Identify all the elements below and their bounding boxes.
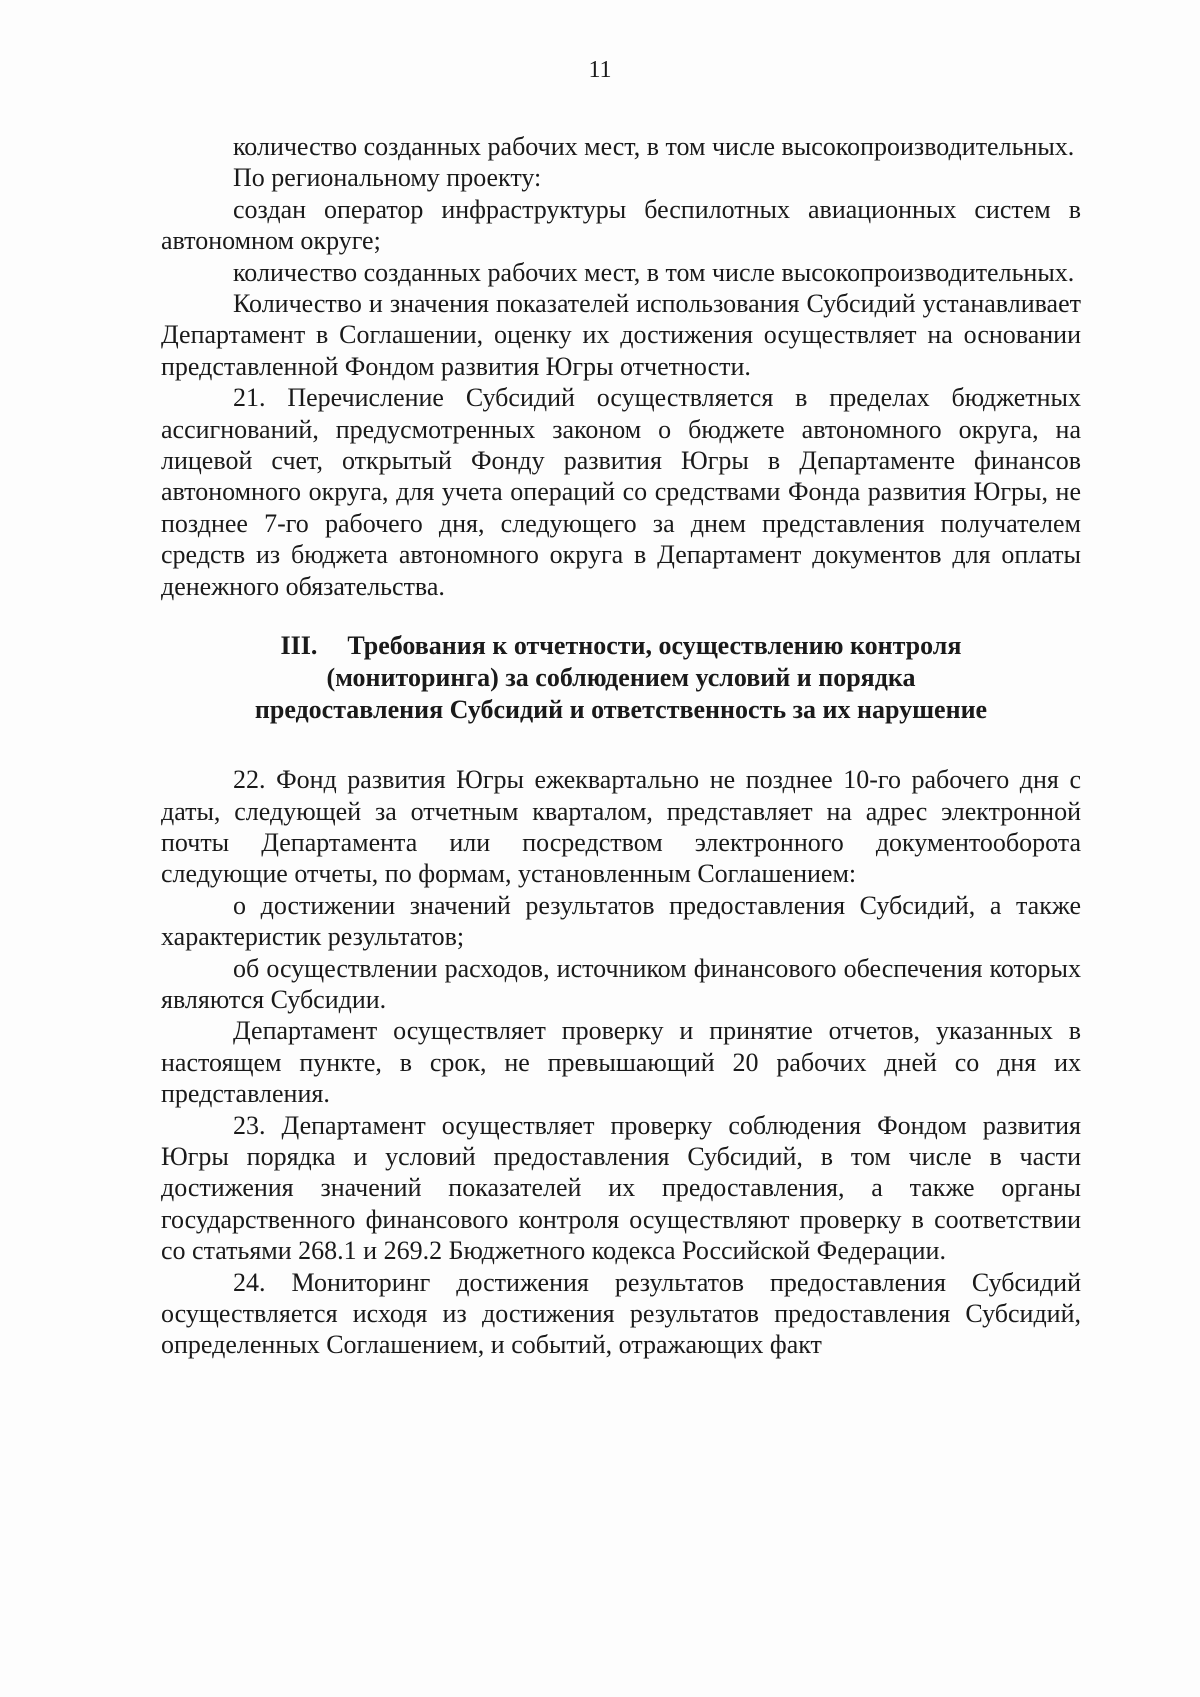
paragraph: Департамент осуществляет проверку и принятие отчетов, указанных в настоящем пункте, в срок, не превышающий 20 рабочих дней со дня их представления.: [161, 1016, 1081, 1109]
section-heading-line-3: предоставления Субсидий и ответственность за их нарушение: [254, 695, 988, 725]
paragraph-23: 23. Департамент осуществляет проверку соблюдения Фондом развития Югры порядка и условий предоставления Субсидий, в том числе в части достижения значений показателей их предоставления, а также органы государственного финансового контроля осуществляют проверку в соответствии со статьями 268.1 и 269.2 Бюджетного кодекса Российской Федерации.: [161, 1110, 1081, 1266]
paragraph: По региональному проекту:: [233, 163, 542, 193]
paragraph-24: 24. Мониторинг достижения результатов предоставления Субсидий осуществляется исходя из достижения результатов предоставления Субсидий, определенных Соглашением, и событий, отражающих факт: [161, 1267, 1081, 1360]
section-heading: [161, 630, 1081, 726]
section-heading-line-1: [161, 630, 1081, 662]
document-body: [161, 131, 1081, 1361]
paragraph: о достижении значений результатов предоставления Субсидий, а также характеристик результатов;: [161, 890, 1081, 952]
section-heading-line-2: (мониторинга) за соблюдением условий и порядка: [326, 663, 916, 693]
section-number: III.: [280, 631, 318, 661]
paragraph: количество созданных рабочих мест, в том числе высокопроизводительных.: [233, 132, 1075, 161]
section-title-part-1: Требования к отчетности, осуществлению контроля: [347, 631, 962, 661]
paragraph: количество созданных рабочих мест, в том числе высокопроизводительных.: [233, 257, 1075, 287]
paragraph: создан оператор инфраструктуры беспилотных авиационных систем в автономном округе;: [161, 194, 1081, 256]
page-number: 11: [588, 57, 612, 83]
paragraph-22: 22. Фонд развития Югры ежеквартально не позднее 10-го рабочего дня с даты, следующей за отчетным кварталом, представляет на адрес электронной почты Департамента или посредством электронного документооборота следующие отчеты, по формам, установленным Соглашением:: [161, 765, 1081, 889]
paragraph-21: 21. Перечисление Субсидий осуществляется в пределах бюджетных ассигнований, предусмотренных законом о бюджете автономного округа, на лицевой счет, открытый Фонду развития Югры в Департаменте финансов автономного округа, для учета операций со средствами Фонда развития Югры, не позднее 7-го рабочего дня, следующего за днем представления получателем средств из бюджета автономного округа в Департамент документов для оплаты денежного обязательства.: [161, 383, 1081, 601]
paragraph: об осуществлении расходов, источником финансового обеспечения которых являются Субсидии.: [161, 953, 1081, 1014]
paragraph: Количество и значения показателей использования Субсидий устанавливает Департамент в Соглашении, оценку их достижения осуществляет на основании представленной Фондом развития Югры отчетности.: [161, 289, 1081, 381]
